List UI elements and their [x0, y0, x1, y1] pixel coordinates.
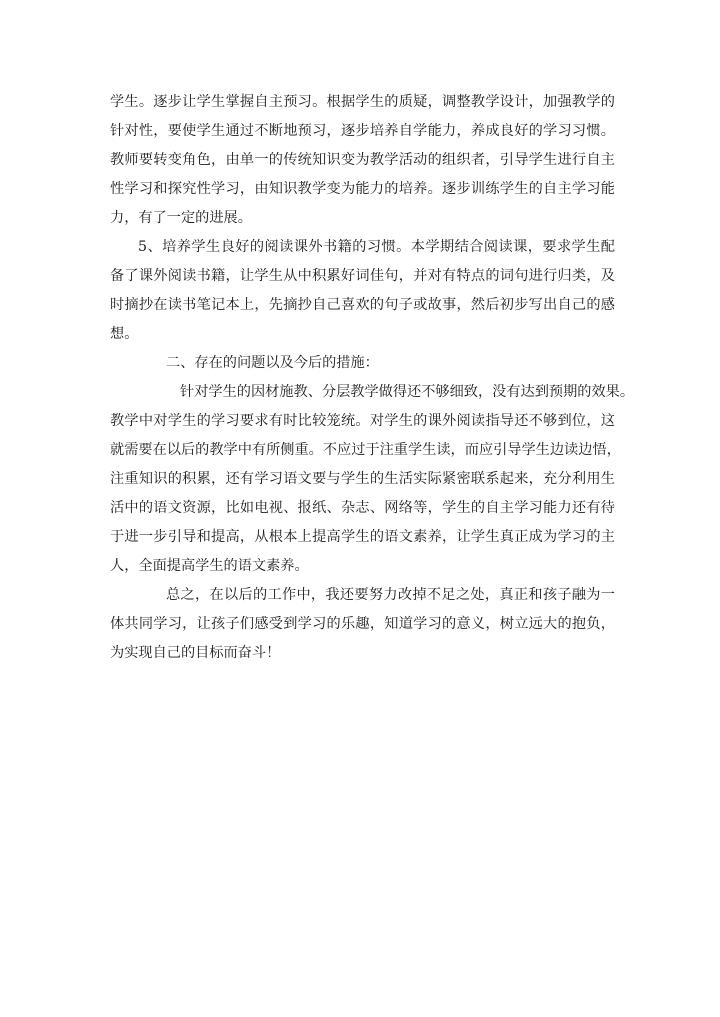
text-line: 时摘抄在读书笔记本上，先摘抄自己喜欢的句子或故事，然后初步写出自己的感 — [110, 297, 615, 313]
text-line: 就需要在以后的教学中有所侧重。不应过于注重学生读，而应引导学生边读边悟， — [110, 442, 621, 458]
text-line: 备了课外阅读书籍，让学生从中积累好词佳句，并对有特点的词句进行归类，及 — [110, 268, 615, 284]
text-line: 针对学生的因材施教、分层教学做得还不够细致，没有达到预期的效果。 — [180, 384, 635, 400]
text-line: 人，全面提高学生的语文素养。 — [110, 558, 309, 574]
section-heading: 二、存在的问题以及今后的措施： — [166, 355, 379, 371]
text-line: 5、培养学生良好的阅读课外书籍的习惯。本学期结合阅读课，要求学生配 — [138, 239, 615, 255]
text-line: 教师要转变角色，由单一的传统知识变为教学活动的组织者，引导学生进行自主 — [110, 152, 615, 168]
paragraph-problems — [110, 378, 635, 581]
text-line: 教学中对学生的学习要求有时比较笼统。对学生的课外阅读指导还不够到位，这 — [110, 413, 615, 429]
text-line: 为实现自己的目标而奋斗！ — [110, 645, 281, 661]
document-body — [110, 88, 635, 668]
text-line: 学生。逐步让学生掌握自主预习。根据学生的质疑，调整教学设计，加强教学的 — [110, 94, 615, 110]
text-line: 总之，在以后的工作中，我还要努力改掉不足之处，真正和孩子融为一 — [166, 587, 615, 603]
text-line: 活中的语文资源，比如电视、报纸、杂志、网络等，学生的自主学习能力还有待 — [110, 500, 615, 516]
text-line: 力，有了一定的进展。 — [110, 210, 252, 226]
text-line: 想。 — [110, 326, 139, 342]
paragraph-self-study — [110, 88, 615, 233]
section-heading-problems — [110, 349, 615, 378]
text-line: 性学习和探究性学习，由知识教学变为能力的培养。逐步训练学生的自主学习能 — [110, 181, 615, 197]
text-line: 体共同学习，让孩子们感受到学习的乐趣，知道学习的意义，树立远大的抱负， — [110, 616, 615, 632]
paragraph-conclusion — [110, 581, 615, 668]
text-line: 于进一步引导和提高，从根本上提高学生的语文素养，让学生真正成为学习的主 — [110, 529, 615, 545]
text-line: 注重知识的积累，还有学习语文要与学生的生活实际紧密联系起来，充分利用生 — [110, 471, 615, 487]
text-line: 针对性，要使学生通过不断地预习，逐步培养自学能力，养成良好的学习习惯。 — [110, 123, 615, 139]
paragraph-reading-habit — [110, 233, 615, 349]
